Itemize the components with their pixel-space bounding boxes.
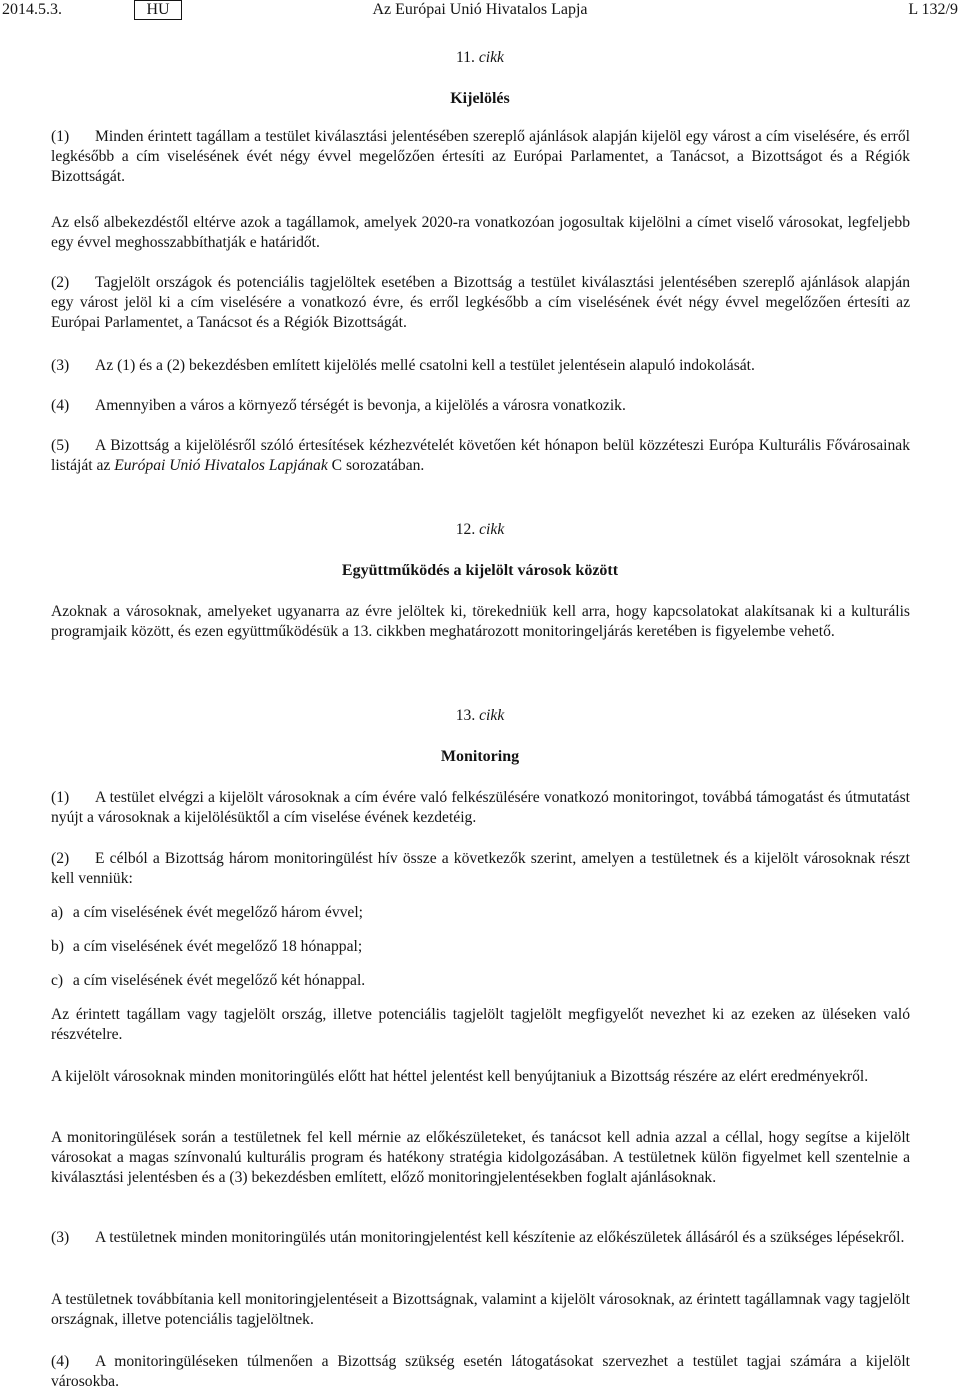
article-11-paragraph-4: (4) Amennyiben a város a környező térségét is bevonja, a kijelölés a városra vonatkozik. <box>51 397 626 414</box>
article-11-paragraph-3: (3) Az (1) és a (2) bekezdésben említett kijelölés mellé csatolni kell a testület jelentésein alapuló indokolását. <box>51 357 755 374</box>
article-13-number: 13. cikk <box>455 707 505 724</box>
article-13-title: Monitoring <box>440 748 520 765</box>
article-11-paragraph-5: (5) A Bizottság a kijelölésről szóló értesítések kézhezvételét követően két hónapon belül közzéteszi Európa Kulturális Fővárosainak listáját az Európai Unió Hivatalos Lapjának C sorozatában. <box>51 437 910 474</box>
article-13-paragraph-2-sub-2: A kijelölt városoknak minden monitoringülés előtt hat héttel jelentést kell benyújtaniuk a Bizottság részére az elért eredményekről. <box>51 1068 869 1085</box>
paragraph-number: (4) <box>51 397 70 414</box>
article-11-number: 11. cikk <box>456 49 504 66</box>
article-12-number: 12. cikk <box>455 521 505 538</box>
list-item: b) a cím viselésének évét megelőző 18 hónappal; <box>51 938 363 955</box>
article-13-paragraph-2: (2) E célból a Bizottság három monitoringülést hív össze a következők szerint, amelyen a testületnek és a kijelölt városoknak részt kell venniük: <box>51 850 910 887</box>
paragraph-number: (3) <box>51 357 70 374</box>
article-13-paragraph-2-sub-1: Az érintett tagállam vagy tagjelölt ország, illetve potenciális tagjelölt tagjelölt megfigyelőt nevezhet ki az ezeken az üléseken való részvételre. <box>51 1006 910 1043</box>
article-13-paragraph-1: (1) A testület elvégzi a kijelölt városoknak a cím évére való felkészülésére vonatkozó monitoringot, továbbá támogatást és útmutatást nyújt a városoknak a kijelölésüktől a cím viselése évének kezdetéig. <box>51 789 910 826</box>
list-item: a) a cím viselésének évét megelőző három évvel; <box>51 904 364 921</box>
paragraph-number: (1) <box>51 128 70 145</box>
article-13-paragraph-3: (3) A testületnek minden monitoringülés után monitoringjelentést kell készítenie az előkészületek állásáról és a szükséges lépésekről. <box>51 1229 905 1246</box>
paragraph-number: (4) <box>51 1353 70 1370</box>
journal-title: Az Európai Unió Hivatalos Lapja <box>372 1 588 18</box>
article-13-paragraph-4: (4) A monitoringüléseken túlmenően a Bizottság szükség esetén látogatásokat szervezhet a testület tagjai számára a kijelölt városokba. <box>51 1353 910 1390</box>
paragraph-number: (5) <box>51 437 70 454</box>
article-12-paragraph: Azoknak a városoknak, amelyeket ugyanarra az évre jelöltek ki, törekedniük kell arra, hogy kapcsolatokat alakítsanak ki a kulturális programjaik között, és ezen együttműködésük a 13. cikkben meghatározott monitoringeljárás keretében is figyelembe vehető. <box>51 603 910 640</box>
article-13-paragraph-3-sub: A testületnek továbbítania kell monitoringjelentéseit a Bizottságnak, valamint a kijelölt városoknak, az érintett tagállamnak vagy tagjelölt országnak, illetve potenciális tagjelöltnek. <box>51 1291 910 1328</box>
paragraph-number: (2) <box>51 850 70 867</box>
header-date: 2014.5.3. <box>2 1 62 18</box>
article-11-paragraph-1: (1) Minden érintett tagállam a testület kiválasztási jelentésében szereplő ajánlások alapján kijelöl egy várost a cím viselésére, és erről legkésőbb a cím viselésének évét négy évvel megelőzően értesíti az Európai Parlamentet, a Tanácsot, a Bizottságot és a Régiók Bizottságát. <box>51 128 910 185</box>
article-12-title: Együttműködés a kijelölt városok között <box>341 562 619 579</box>
paragraph-number: (1) <box>51 789 70 806</box>
paragraph-number: (3) <box>51 1229 70 1246</box>
paragraph-number: (2) <box>51 274 70 291</box>
article-11-paragraph-1-sub: Az első albekezdéstől eltérve azok a tagállamok, amelyek 2020-ra vonatkozóan jogosultak kijelölni a címet viselő városokat, legfeljebb egy évvel meghosszabbíthatják e határidőt. <box>51 214 910 251</box>
language-badge: HU <box>134 0 182 20</box>
list-item: c) a cím viselésének évét megelőző két hónappal. <box>51 972 366 989</box>
article-11-title: Kijelölés <box>450 90 510 107</box>
page-header <box>0 0 960 22</box>
page-reference: L 132/9 <box>908 1 958 18</box>
article-13-paragraph-2-sub-3: A monitoringülések során a testületnek fel kell mérnie az előkészületeket, és tanácsot kell adnia azzal a céllal, hogy segítse a kijelölt városokat a magas színvonalú kulturális program és hatékony stratégia kidolgozásában. A testületnek külön figyelmet kell szentelnie a kiválasztási jelentésben és a (3) bekezdésben említett, előző monitoringjelentésekben foglalt ajánlásoknak. <box>51 1129 910 1186</box>
article-11-paragraph-2: (2) Tagjelölt országok és potenciális tagjelöltek esetében a Bizottság a testület kiválasztási jelentésében szereplő ajánlások alapján egy várost jelöl ki a cím viselésére a vonatkozó évre, és erről legkésőbb a cím viselésének évét négy évvel megelőzően értesíti az Európai Parlamentet, a Tanácsot és a Régiók Bizottságát. <box>51 274 910 331</box>
journal-reference: Európai Unió Hivatalos Lapjának <box>114 457 328 474</box>
